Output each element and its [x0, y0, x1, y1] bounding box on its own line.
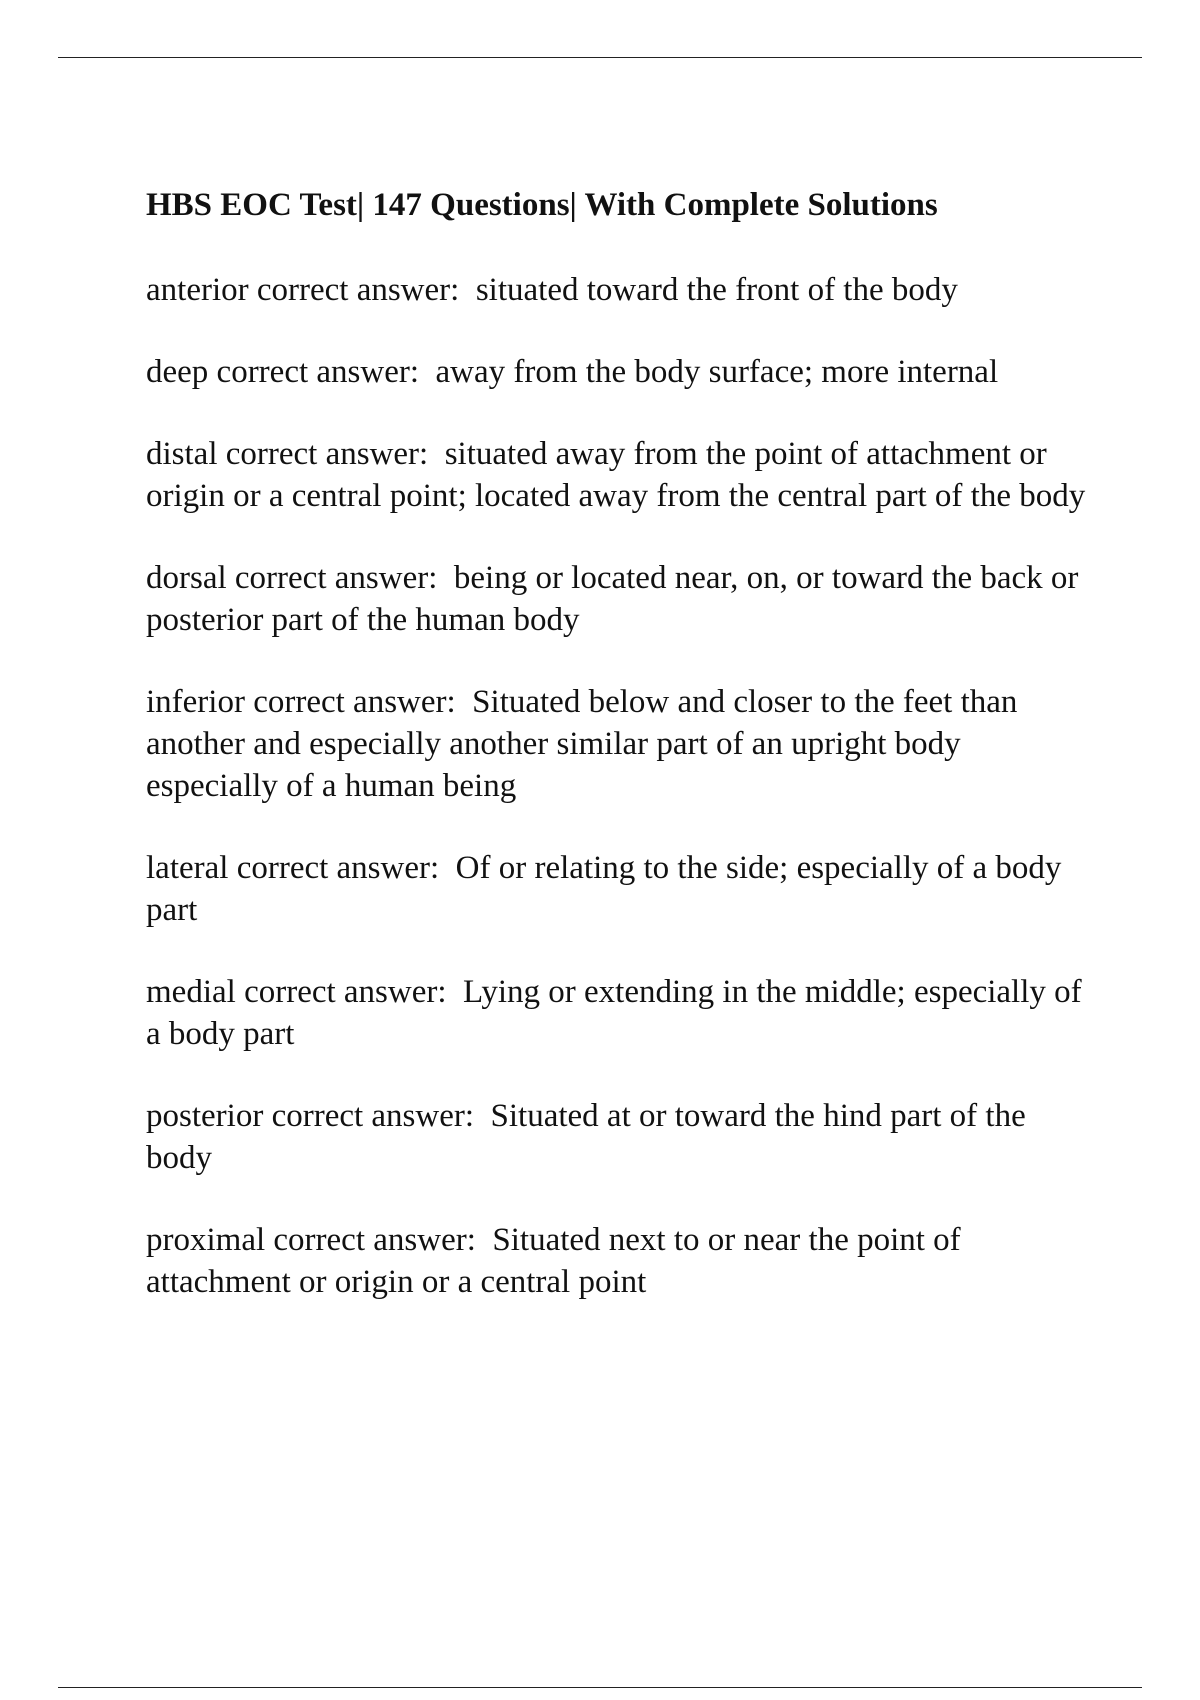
- entry-separator: correct answer:: [228, 850, 456, 886]
- flashcard-entry: [146, 269, 1086, 311]
- flashcard-entry: [146, 1219, 1086, 1303]
- flashcard-entry: [146, 351, 1086, 393]
- entry-separator: correct answer:: [208, 354, 436, 390]
- flashcard-entry: [146, 681, 1086, 807]
- entry-term: lateral: [146, 850, 229, 886]
- entry-separator: correct answer:: [226, 560, 454, 596]
- flashcard-entry: [146, 847, 1086, 931]
- entry-term: proximal: [146, 1222, 266, 1258]
- flashcard-entry: [146, 433, 1086, 517]
- entry-term: medial: [146, 974, 236, 1010]
- entry-separator: correct answer:: [235, 974, 464, 1010]
- entry-definition: being or located near, on, or toward the back or posterior part of the human body: [146, 560, 1079, 638]
- entry-separator: correct answer:: [263, 1098, 491, 1134]
- entry-term: deep: [146, 354, 209, 390]
- entry-definition: Situated at or toward the hind part of the body: [146, 1098, 1026, 1176]
- entry-separator: correct answer:: [265, 1222, 493, 1258]
- entry-definition: away from the body surface; more internal: [435, 354, 999, 390]
- entry-definition: situated away from the point of attachment or origin or a central point; located away from the central part of the body: [146, 436, 1086, 514]
- document-body: [146, 184, 1086, 1343]
- document-title: HBS EOC Test| 147 Questions| With Complete Solutions: [146, 187, 938, 223]
- entry-term: anterior: [146, 272, 249, 308]
- entry-term: posterior: [146, 1098, 264, 1134]
- entry-separator: correct answer:: [248, 272, 476, 308]
- footer-rule: [58, 1687, 1142, 1688]
- entry-term: inferior: [146, 684, 245, 720]
- entry-separator: correct answer:: [217, 436, 445, 472]
- entry-definition: Lying or extending in the middle; especially of a body part: [146, 974, 1082, 1052]
- entry-definition: Situated next to or near the point of attachment or origin or a central point: [146, 1222, 961, 1300]
- entry-term: dorsal: [146, 560, 227, 596]
- entry-term: distal: [146, 436, 218, 472]
- flashcard-entry: [146, 557, 1086, 641]
- flashcard-entry: [146, 971, 1086, 1055]
- flashcard-entry: [146, 1095, 1086, 1179]
- entry-definition: Of or relating to the side; especially of a body part: [146, 850, 1062, 928]
- entry-definition: situated toward the front of the body: [475, 272, 958, 308]
- entry-separator: correct answer:: [244, 684, 473, 720]
- header-rule: [58, 57, 1142, 58]
- entry-definition: Situated below and closer to the feet than another and especially another similar part of an upright body especially of a human being: [146, 684, 1018, 804]
